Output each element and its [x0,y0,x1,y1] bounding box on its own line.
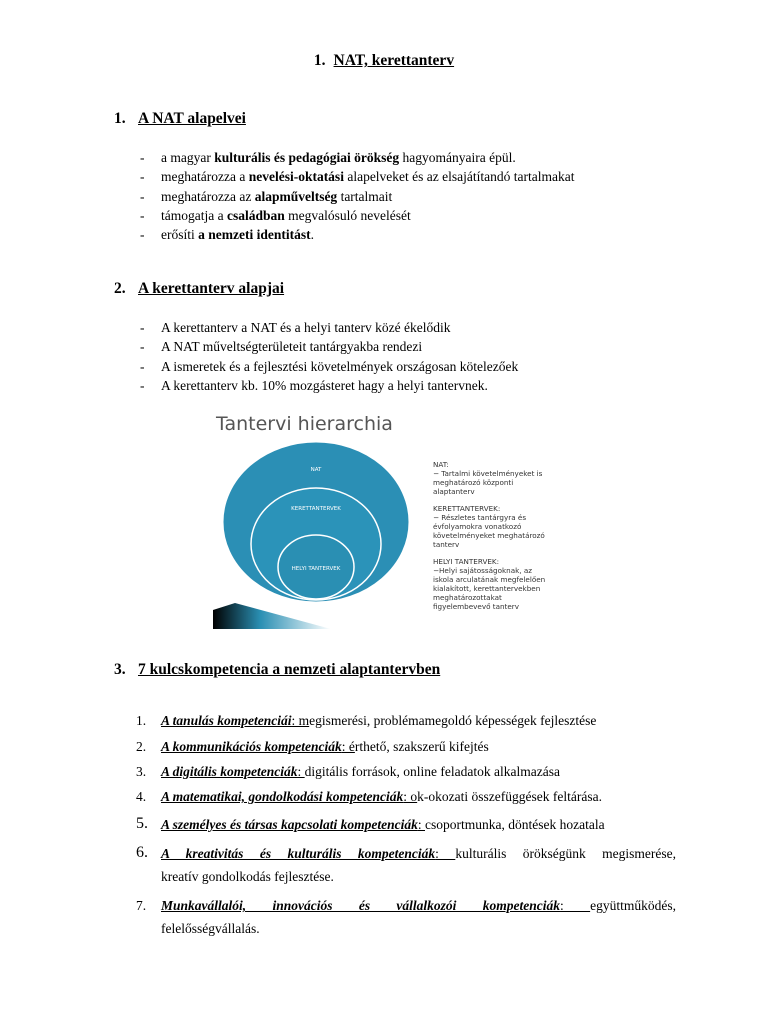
svg-text:KERETTANTERVEK:: KERETTANTERVEK: [433,504,501,513]
title-text: NAT, kerettanterv [333,52,455,69]
section-1-heading [114,110,246,128]
svg-text:követelményeket meghatározó: követelményeket meghatározó [433,531,545,540]
list-item: - A ismeretek és a fejlesztési követelmények országosan kötelezőek [140,358,519,374]
list-item: - meghatározza az alapműveltség tartalmait [140,188,393,204]
list-item: - erősíti a nemzeti identitást. [140,227,314,243]
section-title: 7 kulcskompetencia a nemzeti alaptantervben [138,661,441,678]
tantervi-hierarchia-figure [213,404,581,629]
svg-text:− Részletes tantárgyra és: − Részletes tantárgyra és [433,513,527,522]
section-2-heading [114,280,284,298]
svg-text:iskola arculatának megfelelően: iskola arculatának megfelelően [433,575,546,584]
competency-list [136,817,676,833]
svg-text:− Tartalmi követelményeket is: − Tartalmi követelményeket is [433,469,543,478]
section-1-list [140,148,574,244]
list-item: 2. A kommunikációs kompetenciák: érthető, szakszerű kifejtés [136,739,489,754]
svg-text:NAT:: NAT: [433,460,449,469]
svg-text:tanterv: tanterv [433,540,460,549]
svg-text:figyelembevevő tanterv: figyelembevevő tanterv [433,602,520,611]
section-number: 3. [114,661,126,678]
circle-label: HELYI TANTERVEK [291,566,341,572]
section-title: A NAT alapelvei [138,110,246,127]
figure-title: Tantervi hierarchia [216,413,393,435]
list-item: - meghatározza a nevelési-oktatási alapelveket és az elsajátítandó tartalmakat [140,169,575,185]
list-item: 5. A személyes és társas kapcsolati kompetenciák: csoportmunka, döntések hozatala [136,815,605,832]
section-number: 2. [114,280,126,297]
svg-text:alaptanterv: alaptanterv [433,487,475,496]
competency-list [136,739,676,755]
document-title [0,52,768,70]
svg-text:évfolyamokra vonatkozó: évfolyamokra vonatkozó [433,522,522,531]
list-item: - A NAT műveltségterületeit tantárgyakba rendezi [140,339,423,355]
list-item: - támogatja a családban megvalósuló nevelését [140,207,411,223]
list-item: 7. Munkavállalói, innovációs és vállalkozói kompetenciák: együttműködés, felelősségvállalás. [136,898,676,936]
list-item: - a magyar kulturális és pedagógiai örökség hagyományaira épül. [140,150,516,165]
section-title: A kerettanterv alapjai [138,280,285,297]
svg-text:meghatározó központi: meghatározó központi [433,478,514,487]
section-number: 1. [114,110,126,127]
section-3-heading [114,661,440,679]
svg-text:kialakított, kerettantervekben: kialakított, kerettantervekben [433,584,541,593]
competency-list [136,764,676,780]
list-item: 3. A digitális kompetenciák: digitális források, online feladatok alkalmazása [136,764,560,779]
competency-list [136,846,676,885]
svg-text:HELYI TANTERVEK:: HELYI TANTERVEK: [433,557,500,566]
competency-list [136,789,676,805]
circle-label: KERETTANTERVEK [291,506,341,512]
competency-list [136,713,676,729]
title-number: 1. [313,52,326,69]
svg-text:−Helyi sajátosságoknak, az: −Helyi sajátosságoknak, az [433,566,533,575]
circle-label: NAT [310,467,322,473]
section-2-list [140,318,518,395]
list-item: 4. A matematikai, gondolkodási kompetenciák: ok-okozati összefüggések feltárása. [136,789,602,804]
list-item: - A kerettanterv kb. 10% mozgásteret hagy a helyi tantervnek. [140,377,488,393]
list-item: 1. A tanulás kompetenciái: megismerési, problémamegoldó képességek fejlesztése [136,713,597,728]
competency-list [136,898,676,937]
hierarchy-diagram [213,404,581,629]
list-item: - A kerettanterv a NAT és a helyi tanterv közé ékelődik [140,320,451,335]
svg-text:meghatározottakat: meghatározottakat [433,593,502,602]
list-item: 6. A kreativitás és kulturális kompetenciák: kulturális örökségünk megismerése, kreatív gondolkodás fejlesztése. [136,844,676,884]
